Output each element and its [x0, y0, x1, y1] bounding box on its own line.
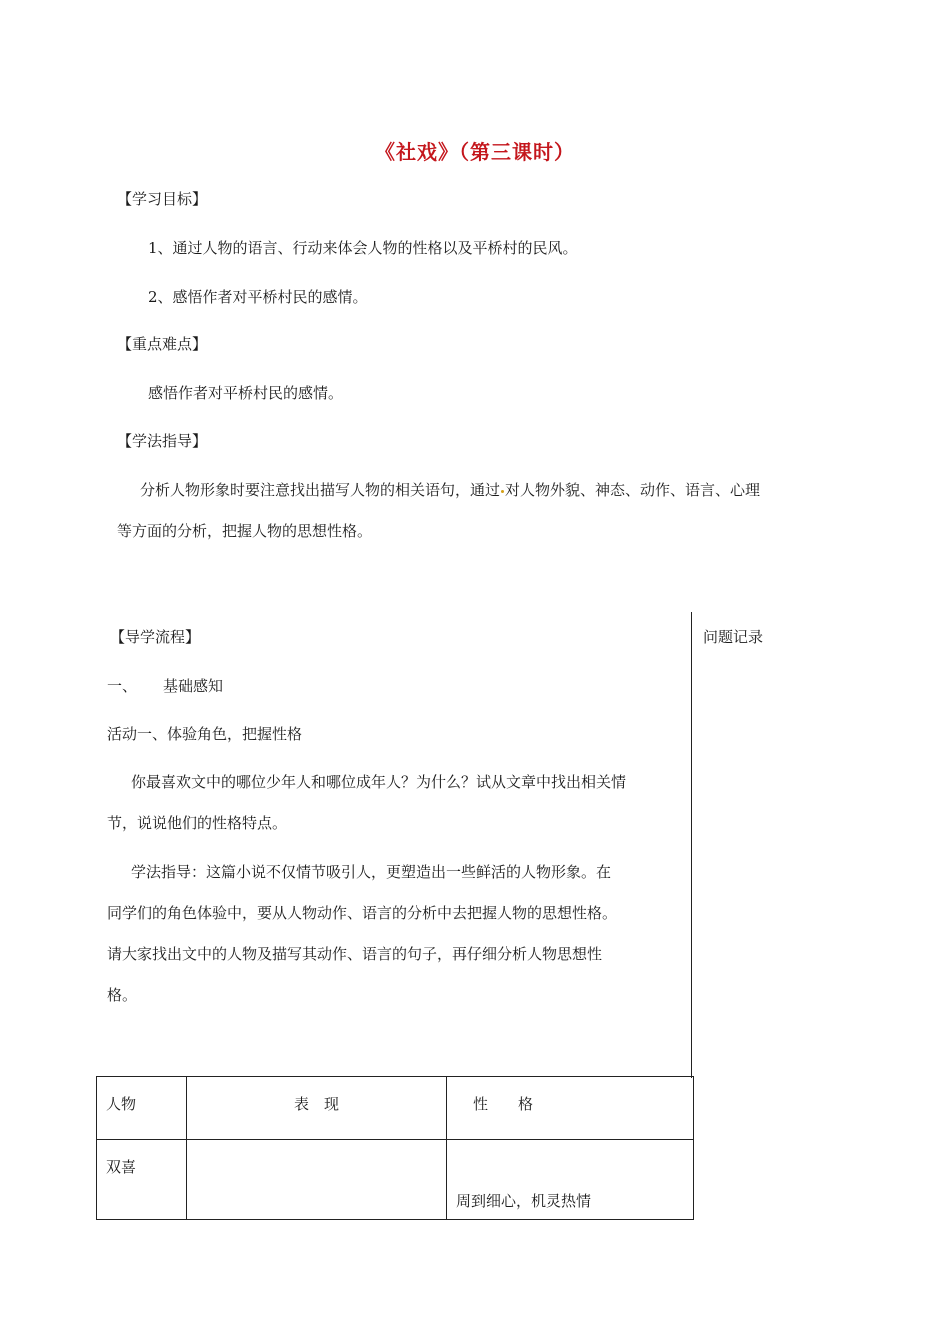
question-text: 你最喜欢文中的哪位少年人和哪位成年人？为什么？试从文章中找出相关情: [131, 773, 627, 791]
question-record-label: 问题记录: [703, 628, 764, 646]
table-header-cell: [97, 1077, 187, 1140]
guide-text: 请大家找出文中的人物及描写其动作、语言的句子，再仔细分析人物思想性: [107, 945, 603, 963]
table-header-row: [97, 1077, 694, 1140]
key-points-text: 感悟作者对平桥村民的感情。: [148, 384, 344, 402]
table-header-cell: [187, 1077, 447, 1140]
method-heading: 【学法指导】: [117, 432, 208, 450]
question-text: 节，说说他们的性格特点。: [107, 814, 288, 832]
column-divider: [691, 612, 692, 1078]
table-cell: [97, 1140, 187, 1220]
activity-title: 活动一、体验角色，把握性格: [107, 725, 303, 743]
header-character: 性 格: [473, 1095, 534, 1113]
method-text-part: 对人物外貌、神态、动作、语言、心理: [505, 481, 761, 499]
table-header-cell: [447, 1077, 694, 1140]
section-title: 基础感知: [163, 677, 224, 695]
key-points-heading: 【重点难点】: [117, 335, 208, 353]
objective-item: 1、通过人物的语言、行动来体会人物的性格以及平桥村的民风。: [148, 239, 578, 257]
guide-text: 学法指导：这篇小说不仅情节吸引人，更塑造出一些鲜活的人物形象。在: [131, 863, 612, 881]
table-row: [97, 1140, 694, 1220]
guide-text: 同学们的角色体验中，要从人物动作、语言的分析中去把握人物的思想性格。: [107, 904, 618, 922]
header-performance: 表 现: [293, 1095, 339, 1113]
cell-person: 双喜: [106, 1158, 137, 1176]
header-person: 人物: [106, 1095, 137, 1113]
cell-character: 周到细心，机灵热情: [456, 1192, 592, 1210]
section-number: 一、: [107, 677, 138, 695]
method-text-line: 等方面的分析，把握人物的思想性格。: [117, 522, 373, 540]
method-text-line: [140, 479, 760, 500]
flow-heading: 【导学流程】: [110, 628, 201, 646]
objective-item: 2、感悟作者对平桥村民的感情。: [148, 288, 368, 306]
character-table: [96, 1076, 694, 1220]
objectives-heading: 【学习目标】: [117, 190, 208, 208]
mark-dot: [501, 490, 504, 493]
table-cell: [187, 1140, 447, 1220]
guide-text: 格。: [107, 986, 138, 1004]
method-text-part: 分析人物形象时要注意找出描写人物的相关语句，通过: [140, 481, 501, 499]
table-cell: [447, 1140, 694, 1220]
page-title: 《社戏》（第三课时）: [375, 140, 575, 164]
